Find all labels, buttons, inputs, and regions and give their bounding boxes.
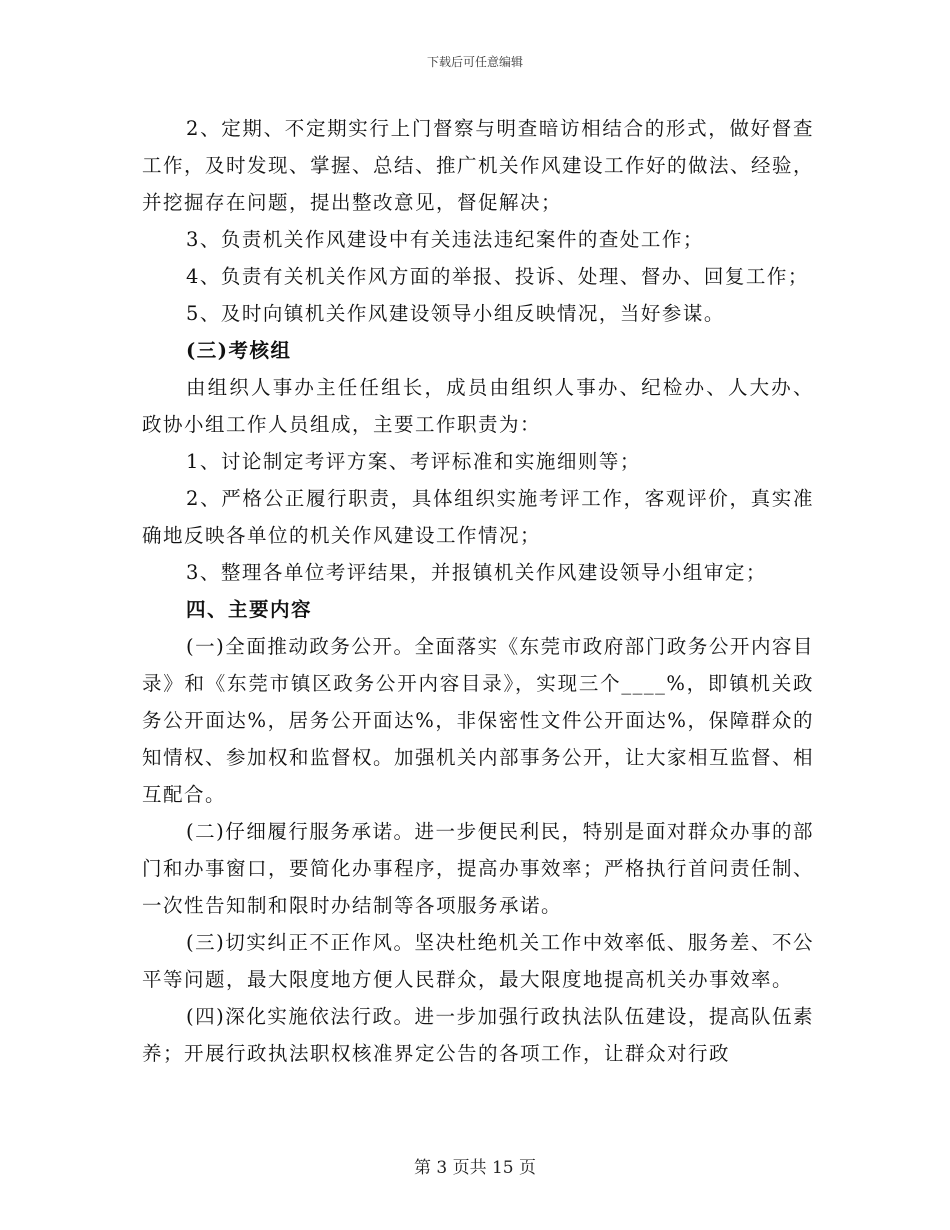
- page-number-footer: 第 3 页共 15 页: [413, 1158, 537, 1178]
- paragraph-assessment-1: 1、讨论制定考评方案、考评标准和实施细则等；: [186, 450, 641, 473]
- paragraph-content-1: (一)全面推动政务公开。全面落实《东莞市政府部门政务公开内容目录》和《东莞市镇区政务公开内容目录》，实现三个____%，即镇机关政务公开面达%，居务公开面达%，非保密性文件公开面达%，保障群众的知情权、参加权和监督权。加强机关内部事务公开，让大家相互监督、相互配合。: [142, 635, 815, 806]
- page-header-note: 下载后可任意编辑: [426, 55, 523, 69]
- paragraph-duty-3: 3、负责机关作风建设中有关违法违纪案件的查处工作；: [186, 228, 704, 251]
- paragraph-assessment-2: 2、严格公正履行职责，具体组织实施考评工作，客观评价，真实准确地反映各单位的机关作风建设工作情况；: [142, 487, 814, 547]
- paragraph-duty-4: 4、负责有关机关作风方面的举报、投诉、处理、督办、回复工作；: [186, 265, 809, 288]
- paragraph-content-2: (二)仔细履行服务承诺。进一步便民利民，特别是面对群众办事的部门和办事窗口，要简化办事程序，提高办事效率；严格执行首问责任制、一次性告知制和限时办结制等各项服务承诺。: [142, 820, 815, 917]
- section-heading-main-content: 四、主要内容: [186, 598, 313, 621]
- paragraph-assessment-3: 3、整理各单位考评结果，并报镇机关作风建设领导小组审定；: [186, 561, 767, 584]
- paragraph-content-3: (三)切实纠正不正作风。坚决杜绝机关工作中效率低、服务差、不公平等问题，最大限度地方便人民群众，最大限度地提高机关办事效率。: [142, 931, 814, 991]
- paragraph-duty-5: 5、及时向镇机关作风建设领导小组反映情况，当好参谋。: [186, 302, 725, 325]
- document-body: [142, 110, 814, 1072]
- paragraph-duty-2: 2、定期、不定期实行上门督察与明查暗访相结合的形式，做好督查工作，及时发现、掌握、总结、推广机关作风建设工作好的做法、经验，并挖掘存在问题，提出整改意见，督促解决；: [142, 117, 815, 214]
- paragraph-content-4: (四)深化实施依法行政。进一步加强行政执法队伍建设，提高队伍素养；开展行政执法职权核准界定公告的各项工作，让群众对行政: [142, 1005, 814, 1065]
- paragraph-assessment-intro: 由组织人事办主任任组长，成员由组织人事办、纪检办、人大办、政协小组工作人员组成，主要工作职责为：: [142, 376, 814, 436]
- section-heading-assessment-group: (三)考核组: [186, 339, 292, 362]
